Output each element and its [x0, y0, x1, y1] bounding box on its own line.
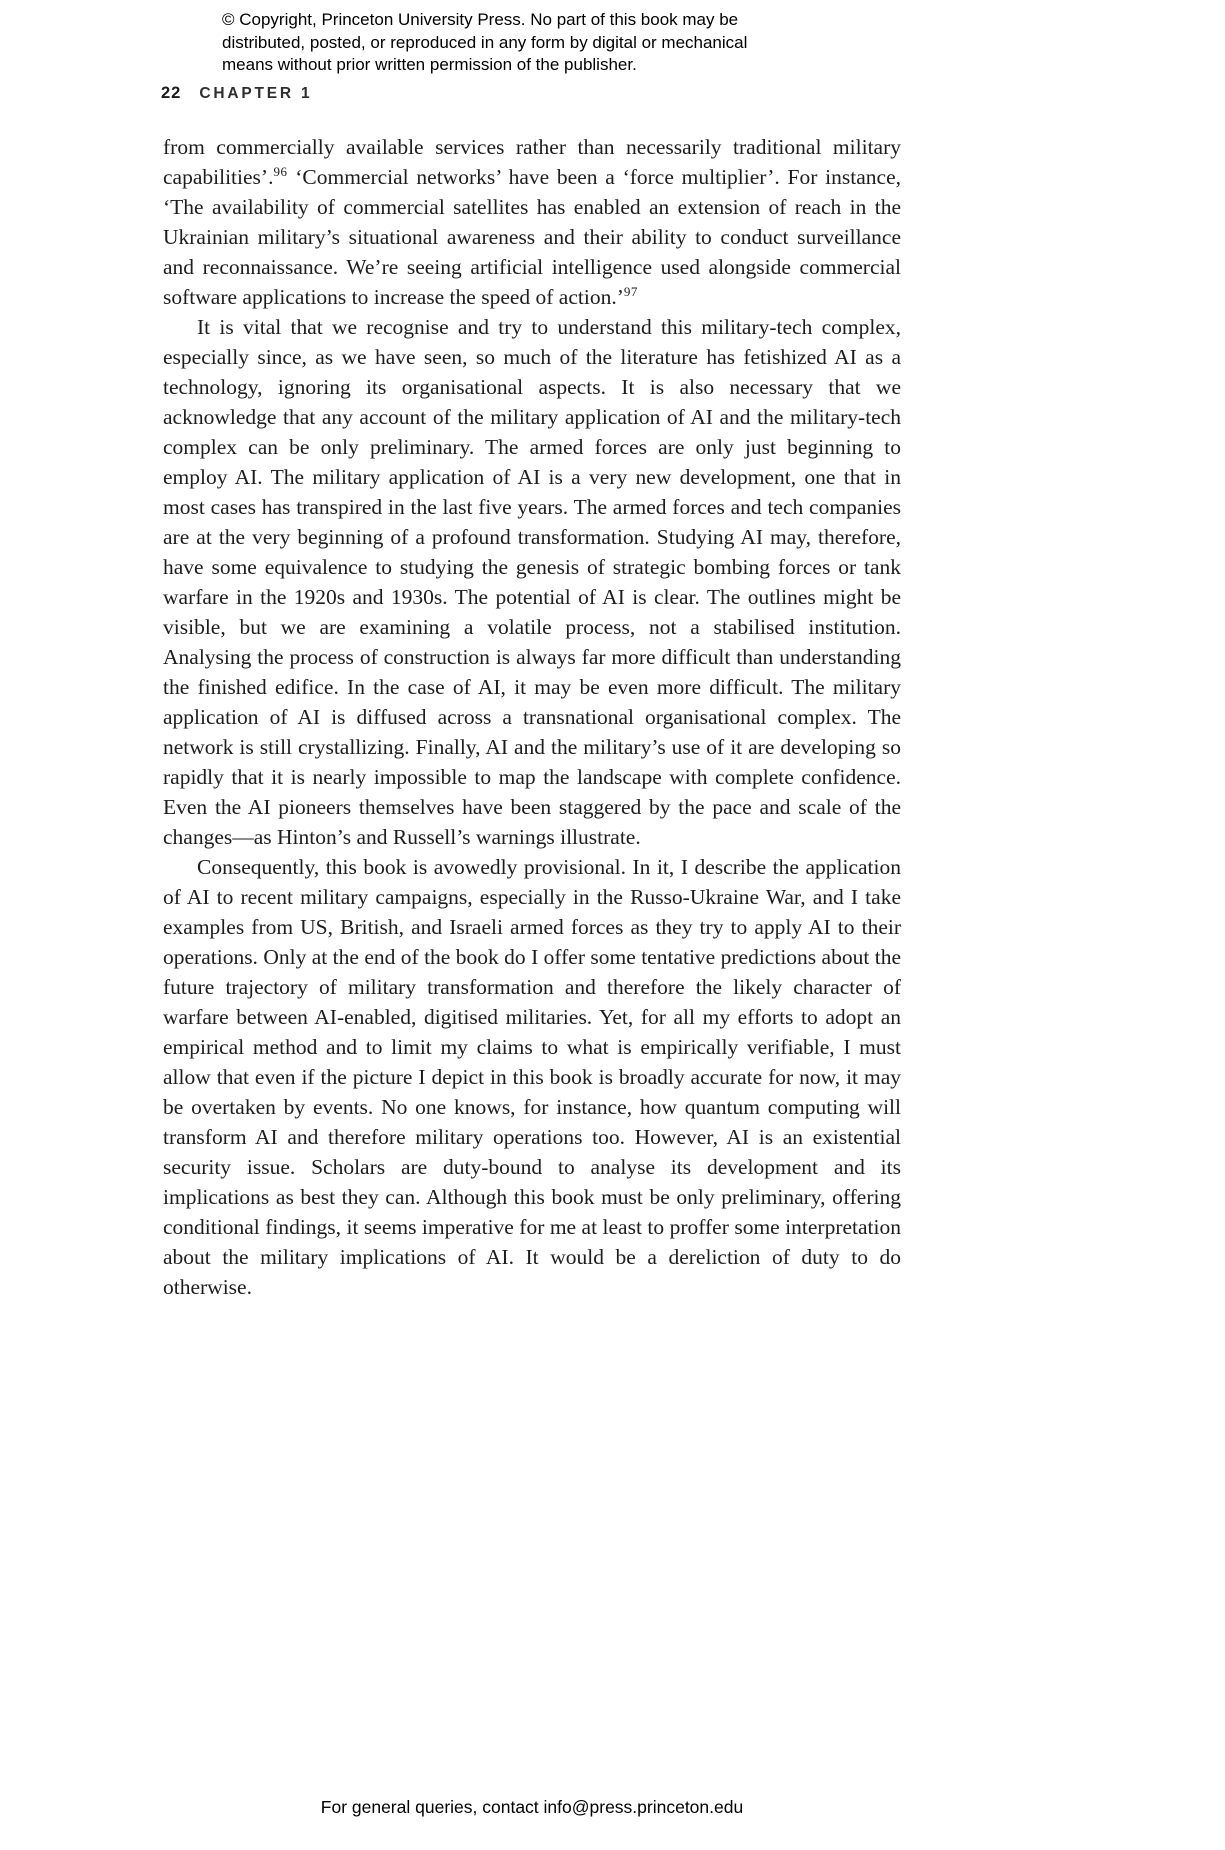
running-head: [161, 84, 312, 103]
copyright-notice: [222, 9, 747, 77]
paragraph-1-text-a: from commercially available services rather than necessarily traditional military capabilities’.: [163, 135, 901, 189]
paragraph-1-text-b: ‘Commercial networks’ have been a ‘force multiplier’. For instance, ‘The availability of commercial satellites has enabled an extension of reach in the Ukrainian military’s situational awareness and their ability to conduct surveillance and reconnaissance. We’re seeing artificial intelligence used alongside commercial software applications to increase the speed of action.’: [163, 165, 901, 309]
paragraph-1: [163, 132, 901, 312]
copyright-line-3: means without prior written permission of the publisher.: [222, 55, 637, 74]
footnote-ref-97: 97: [623, 283, 638, 299]
chapter-label: CHAPTER 1: [199, 85, 313, 102]
copyright-line-2: distributed, posted, or reproduced in any form by digital or mechanical: [222, 32, 748, 52]
page-number: 22: [161, 84, 182, 102]
paragraph-2: It is vital that we recognise and try to understand this military-tech complex, especially since, as we have seen, so much of the literature has fetishized AI as a technology, ignoring its organisational aspects. It is also necessary that we acknowledge that any account of the military application of AI and the military-tech complex can be only preliminary. The armed forces are only just beginning to employ AI. The military application of AI is a very new development, one that in most cases has transpired in the last five years. The armed forces and tech companies are at the very beginning of a profound transformation. Studying AI may, therefore, have some equivalence to studying the genesis of strategic bombing forces or tank warfare in the 1920s and 1930s. The potential of AI is clear. The outlines might be visible, but we are examining a volatile process, not a stabilised institution. Analysing the process of construction is always far more difficult than understanding the finished edifice. In the case of AI, it may be even more difficult. The military application of AI is diffused across a transnational organisational complex. The network is still crystallizing. Finally, AI and the military’s use of it are developing so rapidly that it is nearly impossible to map the landscape with complete confidence. Even the AI pioneers themselves have been staggered by the pace and scale of the changes—as Hinton’s and Russell’s warnings illustrate.: [163, 315, 901, 849]
body-text: [163, 132, 901, 1302]
copyright-line-1: © Copyright, Princeton University Press. No part of this book may be: [222, 10, 739, 29]
paragraph-3: Consequently, this book is avowedly provisional. In it, I describe the application of AI to recent military campaigns, especially in the Russo-Ukraine War, and I take examples from US, British, and Israeli armed forces as they try to apply AI to their operations. Only at the end of the book do I offer some tentative predictions about the future trajectory of military transformation and therefore the likely character of warfare between AI-enabled, digitised militaries. Yet, for all my efforts to adopt an empirical method and to limit my claims to what is empirically verifiable, I must allow that even if the picture I depict in this book is broadly accurate for now, it may be overtaken by events. No one knows, for instance, how quantum computing will transform AI and therefore military operations too. However, AI is an existential security issue. Scholars are duty-bound to analyse its development and its implications as best they can. Although this book must be only preliminary, offering conditional findings, it seems imperative for me at least to proffer some interpretation about the military implications of AI. It would be a dereliction of duty to do otherwise.: [163, 855, 901, 1299]
page-footer: For general queries, contact info@press.princeton.edu: [320, 1797, 744, 1817]
footnote-ref-96: 96: [273, 163, 288, 179]
